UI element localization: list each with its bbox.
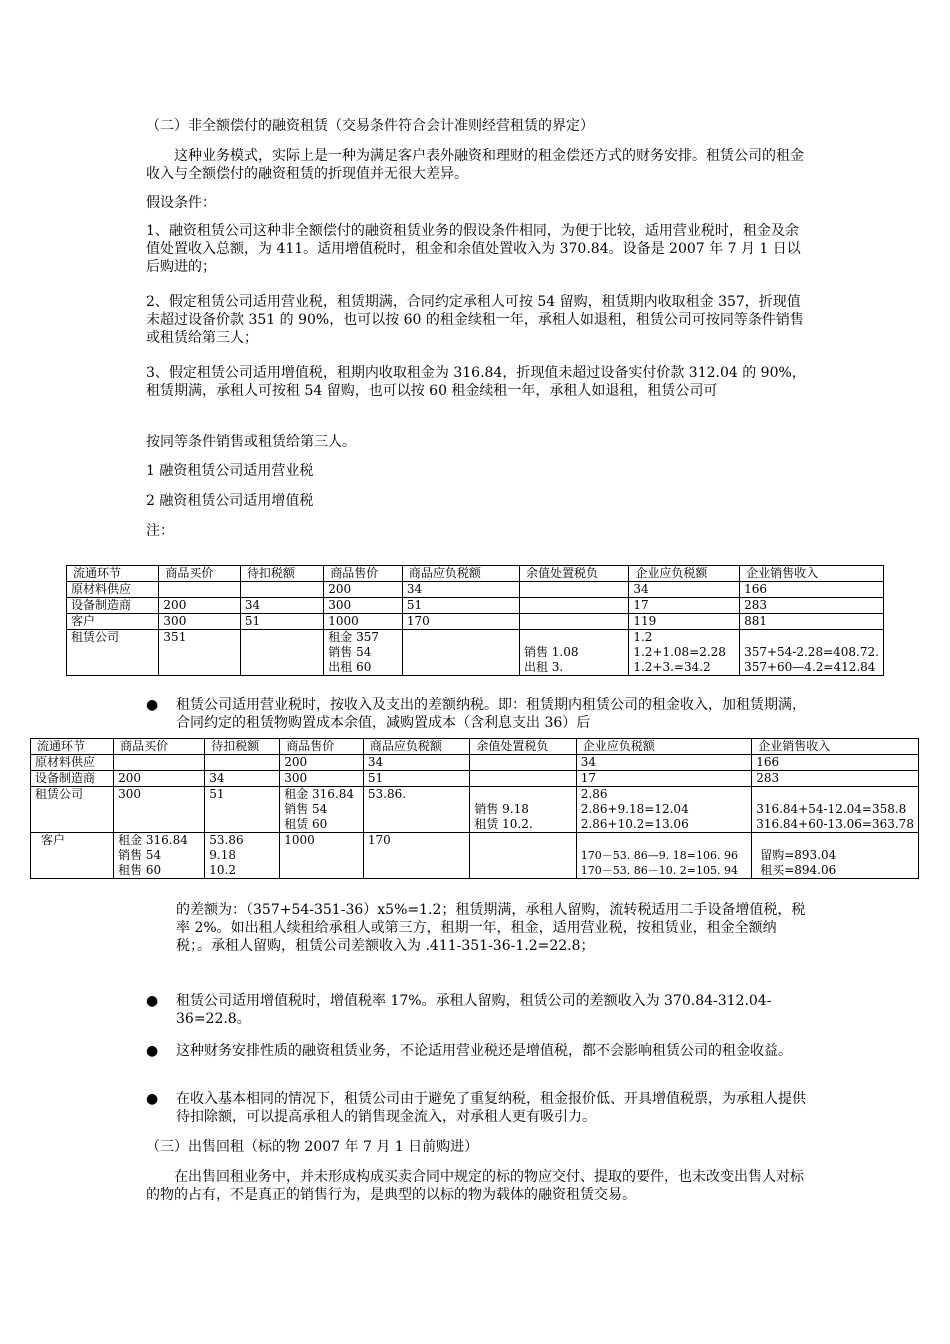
table-cell: 34 — [240, 598, 323, 614]
table-cell: 351 — [159, 630, 240, 676]
table-cell: 原材料供应 — [67, 582, 159, 598]
table-cell — [240, 630, 323, 676]
bullet-1-cont: 的差额为：（357+54-351-36）x5%=1.2；租赁期满，承租人留购，流转税适用二手设备增值税，税率 2%。如出租人续租给承租人或第三方，租期一年，租金，适用营业税，按租赁业，租金全额纳税；。承租人留购，租赁公司差额收入为 .411-351-36-1.2=22.8； — [176, 902, 806, 954]
table-cell: 283 — [752, 771, 919, 787]
header-cell: 商品应负税额 — [363, 739, 469, 755]
table-header-row — [31, 739, 919, 755]
cell-line: 租金 316.84 — [284, 787, 355, 801]
header-cell: 商品售价 — [324, 566, 403, 582]
cell-line: 170－53. 86—9. 18=106. 96 — [580, 849, 738, 862]
cell-line: 租赁 60 — [284, 817, 328, 831]
table-row-lessor — [67, 630, 884, 676]
table-row — [31, 755, 919, 771]
cell-line: 租售 60 — [118, 863, 162, 877]
table-cell — [240, 582, 323, 598]
table-cell: 119 — [629, 614, 740, 630]
table-cell — [470, 755, 576, 771]
bullet-icon: ● — [146, 697, 159, 713]
header-cell: 流通环节 — [67, 566, 159, 582]
cell-line: 9.18 — [209, 848, 236, 862]
table-row-lessor — [31, 787, 919, 833]
table-cell: 34 — [629, 582, 740, 598]
bullet-icon: ● — [146, 1043, 159, 1059]
header-cell: 待扣税额 — [240, 566, 323, 582]
table-cell — [402, 630, 519, 676]
bullet-icon: ● — [146, 993, 159, 1009]
table-cell: 34 — [205, 771, 280, 787]
table-cell — [280, 787, 364, 833]
cell-line: 租金 316.84 — [118, 833, 188, 847]
cell-line: 租买=894.06 — [760, 863, 837, 877]
table-cell: 34 — [576, 755, 751, 771]
cell-line: 1.2+3.=34.2 — [633, 660, 711, 674]
case-2: 2 融资租赁公司适用增值税 — [146, 493, 314, 509]
section3-heading: （三）出售回租（标的物 2007 年 7 月 1 日前购进） — [146, 1139, 479, 1155]
table-cell: 200 — [159, 598, 240, 614]
header-cell: 商品应负税额 — [402, 566, 519, 582]
bullet-4-text: 在收入基本相同的情况下，租赁公司由于避免了重复纳税，租金报价低、开具增值税票，为承租人提供待扣除额，可以提高承租人的销售现金流入，对承租人更有吸引力。 — [176, 1091, 806, 1125]
table-cell — [470, 787, 576, 833]
cell-line: 出租 3. — [523, 660, 564, 674]
table-cell: 200 — [114, 771, 205, 787]
table-cell — [576, 833, 751, 879]
table-cell: 300 — [324, 598, 403, 614]
table-cell: 51 — [402, 598, 519, 614]
table-cell: 设备制造商 — [31, 771, 114, 787]
table-cell: 166 — [740, 582, 884, 598]
table-cell: 34 — [402, 582, 519, 598]
assumption-3-cont: 按同等条件销售或租赁给第三人。 — [146, 434, 356, 450]
cell-line: 1.2+1.08=2.28 — [633, 645, 726, 659]
table-cell: 170 — [402, 614, 519, 630]
header-cell: 余值处置税负 — [470, 739, 576, 755]
table-row — [67, 614, 884, 630]
intro-paragraph: 这种业务模式，实际上是一种为满足客户表外融资和理财的租金偿还方式的财务安排。租赁公司的租金收入与全额偿付的融资租赁的折现值并无很大差异。 — [146, 148, 804, 182]
header-cell: 企业应负税额 — [629, 566, 740, 582]
bullet-icon: ● — [146, 1091, 159, 1107]
header-cell: 流通环节 — [31, 739, 114, 755]
header-cell: 余值处置税负 — [519, 566, 628, 582]
table-cell — [519, 582, 628, 598]
table-row — [67, 598, 884, 614]
cell-line: 租赁 10.2. — [474, 817, 533, 831]
table-cell: 283 — [740, 598, 884, 614]
table-cell: 200 — [280, 755, 364, 771]
table-cell — [205, 833, 280, 879]
table-cell — [519, 598, 628, 614]
table-cell: 客户 — [31, 833, 114, 879]
cell-line: 租金 357 — [328, 630, 380, 644]
assumption-1: 1、融资租赁公司这种非全额偿付的融资租赁业务的假设条件相同，为便于比较，适用营业税时，租金及余值处置收入总额，为 411。适用增值税时，租金和余值处置收入为 370.84。设备是 2007 年 7 月 1 日以后购进的； — [146, 223, 801, 275]
table-row — [31, 771, 919, 787]
table-cell: 300 — [114, 787, 205, 833]
table-cell: 300 — [159, 614, 240, 630]
cell-line: 357+60—4.2=412.84 — [744, 660, 876, 674]
table-cell — [324, 630, 403, 676]
table-cell: 170 — [363, 833, 469, 879]
table-cell — [576, 787, 751, 833]
table-cell — [159, 582, 240, 598]
cell-line: 销售 54 — [328, 645, 372, 659]
header-cell: 企业销售收入 — [752, 739, 919, 755]
table-cell — [752, 787, 919, 833]
table-cell — [205, 755, 280, 771]
header-cell: 企业销售收入 — [740, 566, 884, 582]
table-cell — [740, 630, 884, 676]
table-header-row — [67, 566, 884, 582]
assumptions-label: 假设条件： — [146, 195, 216, 211]
table-business-tax — [66, 565, 884, 676]
bullet-2-text: 租赁公司适用增值税时，增值税率 17%。承租人留购，租赁公司的差额收入为 370.84-312.04-36=22.8。 — [176, 993, 772, 1027]
cell-line: 10.2 — [209, 863, 236, 877]
table-cell: 51 — [205, 787, 280, 833]
assumption-3: 3、假定租赁公司适用增值税，租期内收取租金为 316.84，折现值未超过设备实付价款 312.04 的 90%，租赁期满，承租人可按租 54 留购，也可以按 60 租金续租一年，承租人如退租，租赁公司可 — [146, 365, 806, 399]
table-cell: 166 — [752, 755, 919, 771]
table-row — [67, 582, 884, 598]
table-cell — [519, 630, 628, 676]
table-cell: 17 — [629, 598, 740, 614]
table-cell: 1000 — [324, 614, 403, 630]
table-cell: 51 — [363, 771, 469, 787]
header-cell: 商品买价 — [114, 739, 205, 755]
cell-line: 留购=893.04 — [760, 848, 837, 862]
cell-line: 销售 9.18 — [474, 802, 529, 816]
table-cell — [470, 771, 576, 787]
cell-line: 170－53. 86－10. 2=105. 94 — [580, 864, 738, 877]
header-cell: 待扣税额 — [205, 739, 280, 755]
table-cell: 17 — [576, 771, 751, 787]
cell-line: 2.86 — [580, 787, 608, 801]
cell-line: 316.84+60-13.06=363.78 — [756, 817, 914, 831]
table-vat — [30, 738, 919, 879]
table-cell: 客户 — [67, 614, 159, 630]
table-cell — [470, 833, 576, 879]
cell-line: 357+54-2.28=408.72. — [744, 645, 879, 659]
cell-line: 销售 1.08 — [523, 645, 579, 659]
bullet-3-text: 这种财务安排性质的融资租赁业务，不论适用营业税还是增值税，都不会影响租赁公司的租金收益。 — [176, 1043, 792, 1059]
cell-line: 316.84+54-12.04=358.8 — [756, 802, 907, 816]
table-cell: 51 — [240, 614, 323, 630]
table-cell: 200 — [324, 582, 403, 598]
assumption-2: 2、假定租赁公司适用营业税，租赁期满，合同约定承租人可按 54 留购，租赁期内收取租金 357，折现值未超过设备价款 351 的 90%，也可以按 60 的租金续租一年，承租人如退租，租赁公司可按同等条件销售或租赁给第三人； — [146, 294, 804, 346]
table-cell — [114, 833, 205, 879]
table-cell — [114, 755, 205, 771]
table-cell: 设备制造商 — [67, 598, 159, 614]
table-cell: 53.86. — [363, 787, 469, 833]
table-cell — [629, 630, 740, 676]
table-cell: 租赁公司 — [67, 630, 159, 676]
header-cell: 企业应负税额 — [576, 739, 751, 755]
table-cell: 881 — [740, 614, 884, 630]
section3-paragraph: 在出售回租业务中，并未形成构成买卖合同中规定的标的物应交付、提取的要件，也未改变出售人对标的物的占有，不是真正的销售行为，是典型的以标的物为载体的融资租赁交易。 — [146, 1169, 804, 1203]
cell-line: 出租 60 — [328, 660, 372, 674]
table-cell — [752, 833, 919, 879]
bullet-1-text: 租赁公司适用营业税时，按收入及支出的差额纳税。即：租赁期内租赁公司的租金收入，加租赁期满，合同约定的租赁物购置成本余值，减购置成本（含利息支出 36）后 — [176, 697, 806, 731]
table-cell: 1000 — [280, 833, 364, 879]
header-cell: 商品买价 — [159, 566, 240, 582]
cell-line: 2.86+10.2=13.06 — [580, 817, 689, 831]
cell-line: 销售 54 — [284, 802, 328, 816]
section2-heading: （二）非全额偿付的融资租赁（交易条件符合会计准则经营租赁的界定） — [146, 118, 594, 134]
cell-line: 销售 54 — [118, 848, 162, 862]
table-cell: 300 — [280, 771, 364, 787]
table-cell: 租赁公司 — [31, 787, 114, 833]
cell-line: 1.2 — [633, 630, 653, 644]
table-cell: 34 — [363, 755, 469, 771]
table-row-client — [31, 833, 919, 879]
cell-line: 53.86 — [209, 833, 244, 847]
header-cell: 商品售价 — [280, 739, 364, 755]
case-1: 1 融资租赁公司适用营业税 — [146, 463, 314, 479]
table-cell — [519, 614, 628, 630]
cell-line: 2.86+9.18=12.04 — [580, 802, 689, 816]
table-cell: 原材料供应 — [31, 755, 114, 771]
note-label: 注： — [146, 523, 174, 539]
